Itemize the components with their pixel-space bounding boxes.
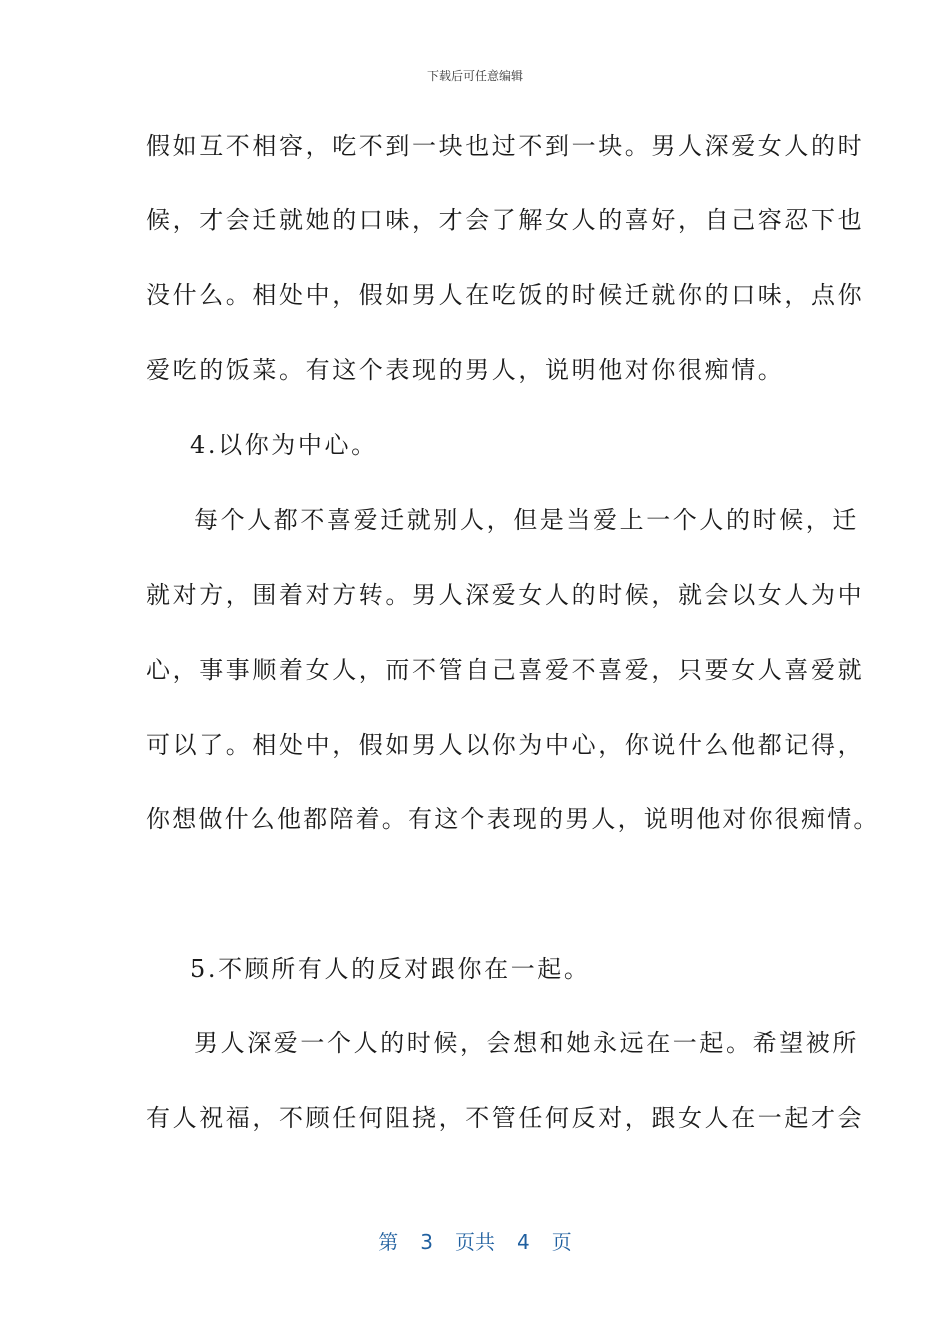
body-line: 心，事事顺着女人，而不管自己喜爱不喜爱，只要女人喜爱就 (146, 656, 865, 684)
footer-suffix: 页 (551, 1230, 572, 1254)
section-heading: 4.以你为中心。 (190, 431, 378, 459)
current-page-number: 3 (420, 1230, 433, 1254)
section-heading: 5.不顾所有人的反对跟你在一起。 (190, 955, 591, 983)
body-line: 爱吃的饭菜。有这个表现的男人，说明他对你很痴情。 (146, 356, 785, 384)
body-line: 可以了。相处中，假如男人以你为中心，你说什么他都记得， (146, 731, 865, 759)
header-note: 下载后可任意编辑 (426, 69, 523, 83)
body-line: 男人深爱一个人的时候，会想和她永远在一起。希望被所 (194, 1029, 859, 1057)
body-line: 就对方，围着对方转。男人深爱女人的时候，就会以女人为中 (146, 581, 865, 609)
total-pages-number: 4 (517, 1230, 530, 1254)
page-footer (0, 1226, 950, 1255)
body-line: 你想做什么他都陪着。有这个表现的男人，说明他对你很痴情。 (146, 805, 880, 833)
footer-middle: 页共 (455, 1230, 495, 1254)
body-line: 有人祝福，不顾任何阻挠，不管任何反对，跟女人在一起才会 (146, 1104, 865, 1132)
body-line: 候，才会迁就她的口味，才会了解女人的喜好，自己容忍下也 (146, 206, 865, 234)
body-line: 假如互不相容，吃不到一块也过不到一块。男人深爱女人的时 (146, 132, 865, 160)
body-line: 每个人都不喜爱迁就别人，但是当爱上一个人的时候，迁 (194, 506, 859, 534)
body-line: 没什么。相处中，假如男人在吃饭的时候迁就你的口味，点你 (146, 281, 865, 309)
footer-prefix: 第 (378, 1230, 399, 1254)
